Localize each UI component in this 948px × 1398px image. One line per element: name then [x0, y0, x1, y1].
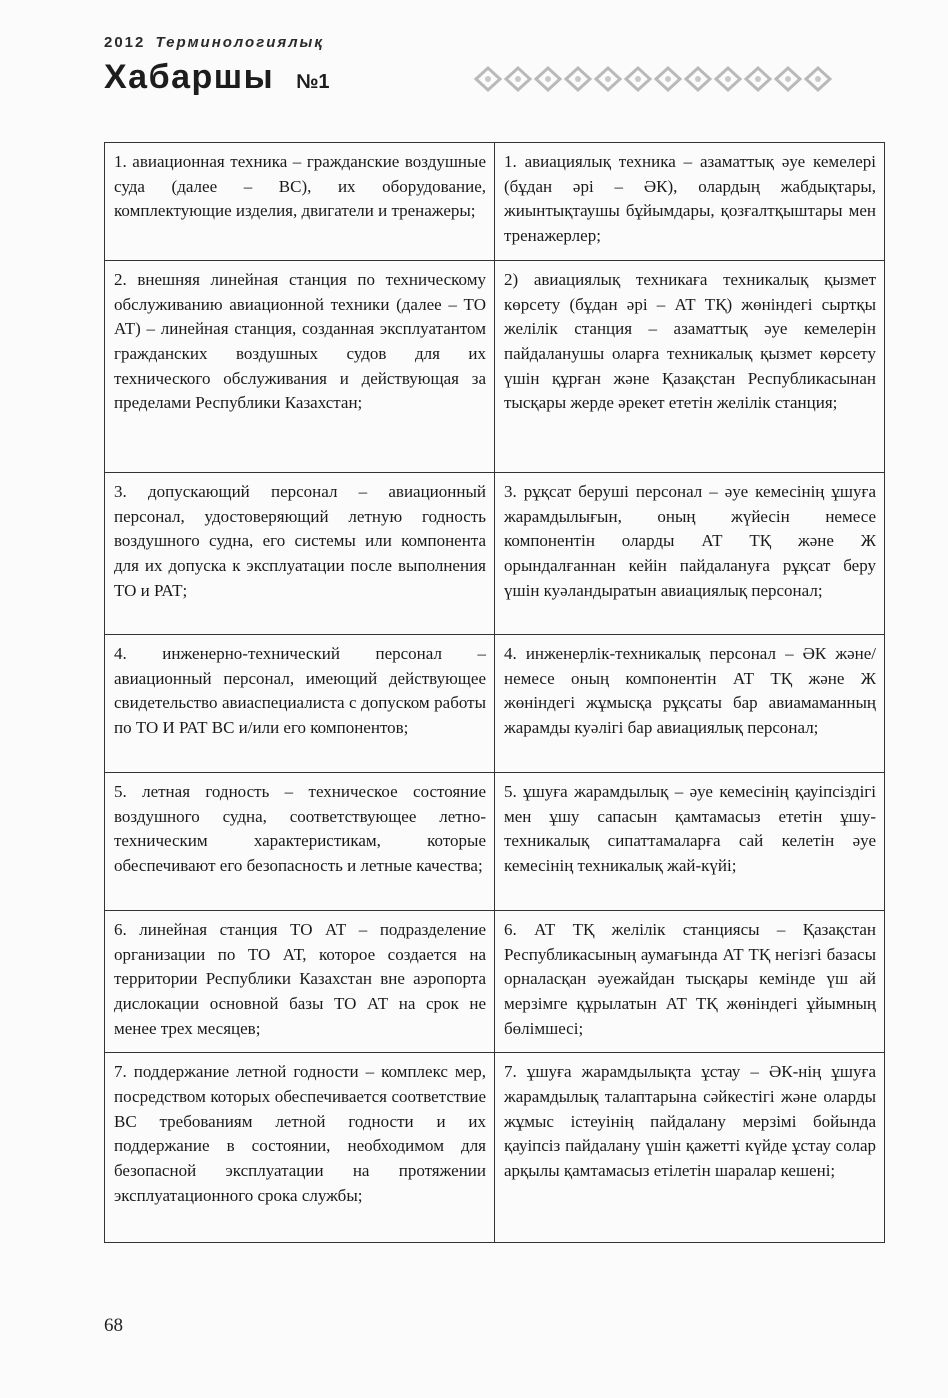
table-row	[105, 260, 885, 472]
page-number: 68	[104, 1315, 123, 1336]
terms-table	[104, 142, 885, 1243]
journal-supertitle	[104, 34, 324, 51]
ornament-band-icon	[472, 62, 834, 96]
term-ru: 7. поддержание летной годности – комплекс мер, посредством которых обеспечивается соответствие ВС требованиям летной годности и их поддержание в состоянии, необходимом для безопасной эксплуатации на протяжении эксплуатационного срока службы;	[105, 1053, 495, 1243]
term-kk: 1. авиациялық техника – азаматтық әуе кемелері (бұдан әрі – ӘК), олардың жабдықтары, жиынтықтаушы бұйымдары, қозғалтқыштары мен тренажерлер;	[495, 143, 885, 261]
term-kk: 7. ұшуға жарамдылықта ұстау – ӘК-нің ұшуға жарамдылық талаптарына сәйкестігі және оларды жұмыс істеуінің пайдалану мерзімі бойында қауіпсіз пайдалану үшін қажетті күйде ұстау солар арқылы қамтамасыз етілетін шаралар кешені;	[495, 1053, 885, 1243]
table-row	[105, 772, 885, 910]
table-row	[105, 634, 885, 772]
term-ru: 5. летная годность – техническое состояние воздушного судна, соответствующее летно-техническим характеристикам, которые обеспечивают его безопасность и летные качества;	[105, 772, 495, 910]
term-kk: 5. ұшуға жарамдылық – әуе кемесінің қауіпсіздігі мен ұшу сапасын қамтамасыз ететін ұшу-техникалық сипаттамаларға сай келетін әуе кемесінің техникалық жай-күйі;	[495, 772, 885, 910]
term-ru: 3. допускающий персонал – авиационный персонал, удостоверяющий летную годность воздушного судна, его системы или компонента для их допуска к эксплуатации после выполнения ТО и РАТ;	[105, 472, 495, 634]
journal-series: Терминологиялық	[155, 34, 324, 51]
term-kk: 2) авиациялық техникаға техникалық қызмет көрсету (бұдан әрі – АТ ТҚ) жөніндегі сыртқы желілік станция – азаматтық әуе кемелерін пайдаланушы оларға техникалық қызмет көрсету үшін құрған және Қазақстан Республикасынан тысқары жерде әрекет ететін желілік станция;	[495, 260, 885, 472]
term-kk: 6. АТ ТҚ желілік станциясы – Қазақстан Республикасының аумағында АТ ТҚ негізгі базасы орналасқан әуежайдан тысқары кемінде үш ай мерзімге құрылатын АТ ТҚ жөніндегі ұйымның бөлімшесі;	[495, 910, 885, 1053]
table-row	[105, 910, 885, 1053]
issue-number: №1	[296, 71, 330, 93]
term-kk: 3. рұқсат беруші персонал – әуе кемесінің ұшуға жарамдылығын, оның жүйесін немесе компонентін оларды АТ ТҚ және Ж орындалғаннан кейін пайдалануға рұқсат беру үшін куәландыратын авиациялық персонал;	[495, 472, 885, 634]
term-ru: 6. линейная станция ТО АТ – подразделение организации по ТО АТ, которое создается на территории Республики Казахстан вне аэропорта дислокации основной базы ТО АТ на срок не менее трех месяцев;	[105, 910, 495, 1053]
term-ru: 4. инженерно-технический персонал – авиационный персонал, имеющий действующее свидетельство авиаспециалиста с допуском работы по ТО И РАТ ВС и/или его компонентов;	[105, 634, 495, 772]
term-ru: 2. внешняя линейная станция по техническому обслуживанию авиационной техники (далее – ТО АТ) – линейная станция, созданная эксплуатантом гражданских воздушных судов для их технического обслуживания и действующая за пределами Республики Казахстан;	[105, 260, 495, 472]
table-row	[105, 143, 885, 261]
page-header	[104, 34, 844, 104]
journal-year: 2012	[104, 34, 146, 51]
journal-title: Хабаршы	[104, 58, 275, 96]
term-ru: 1. авиационная техника – гражданские воздушные суда (далее – ВС), их оборудование, комплектующие изделия, двигатели и тренажеры;	[105, 143, 495, 261]
table-row	[105, 1053, 885, 1243]
table-row	[105, 472, 885, 634]
term-kk: 4. инженерлік-техникалық персонал – ӘК және/немесе оның компонентін АТ ТҚ және Ж жөніндегі жұмысқа рұқсаты бар авиамаманның жарамды куәлігі бар авиациялық персонал;	[495, 634, 885, 772]
title-row	[104, 58, 330, 97]
